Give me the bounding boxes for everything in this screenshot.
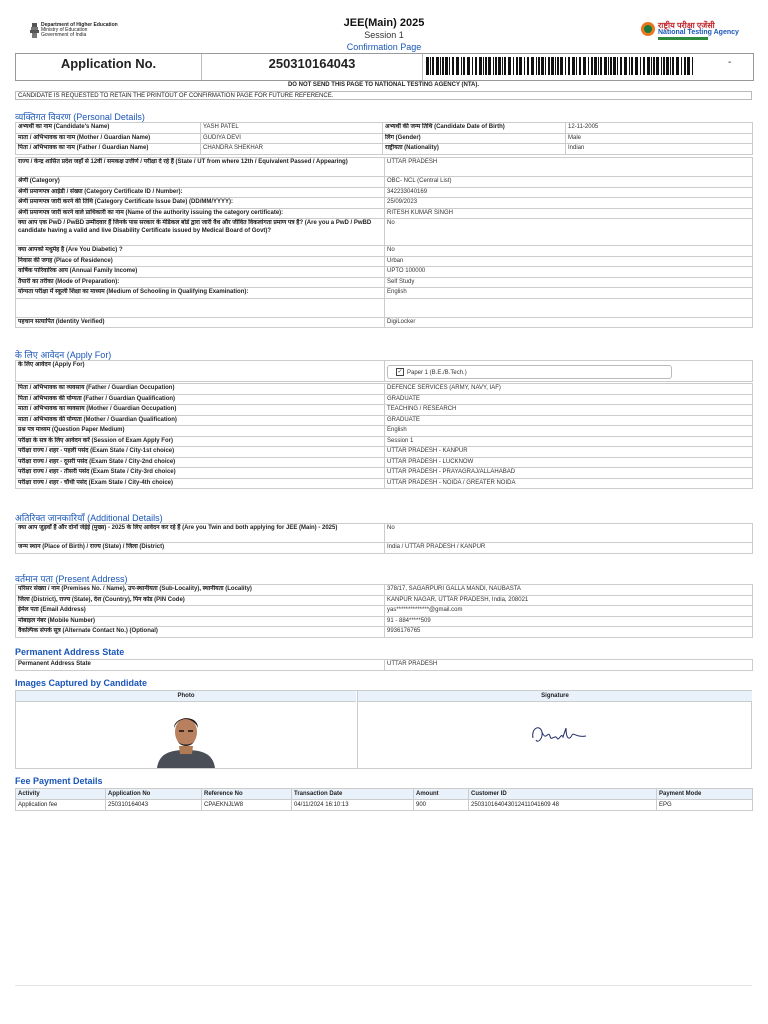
nta-hindi-name: राष्ट्रीय परीक्षा एजेंसी [658,21,715,30]
field-value: RITESH KUMAR SINGH [385,208,753,219]
field-label: जन्म स्थान (Place of Birth) / राज्य (State) / जिला (District) [16,543,385,554]
field-value: Indian [566,144,753,155]
field-value: KANPUR NAGAR, UTTAR PRADESH, India, 208021 [385,595,753,606]
field-label: अभ्यर्थी की जन्म तिथि (Candidate Date of Birth) [383,123,566,134]
fee-cell: 250310164043012411041609 48 [469,800,657,811]
field-label: राज्य / केन्द्र शासित प्रदेश जहाँ से 12वीं / समकक्ष उत्तीर्ण / परीक्षा दे रहे हैं (State / UT from where 12th / Equivalent Passed / Appearing) [16,158,385,177]
application-number-box [15,53,754,81]
photo-header: Photo [16,691,356,702]
field-value: UPTO 100000 [385,267,753,278]
table-row [16,585,753,596]
table-row [16,405,753,416]
table-row [16,133,753,144]
table-row [16,177,753,188]
table-row [16,447,753,458]
field-label: श्रेणी प्रमाणपत्र जारी करने वाले प्राधिकारी का नाम (Name of the authority issuing the category certificate): [16,208,385,219]
present-address-table [15,584,753,638]
fee-column-header: Customer ID [469,789,657,800]
field-label: परीक्षा के सत्र के लिए आवेदन करें (Session of Exam Apply For) [16,436,385,447]
application-dash: - [728,57,732,68]
field-value: yas**************@gmail.com [385,606,753,617]
field-value: GRADUATE [385,415,753,426]
field-value: CHANDRA SHEKHAR [201,144,383,155]
field-label: निवास की जगह (Place of Residence) [16,256,385,267]
table-row [16,800,753,811]
personal-details-table [15,157,753,328]
field-label: माता / अभिभावक का व्यवसाय (Mother / Guardian Occupation) [16,405,385,416]
fee-heading: Fee Payment Details [15,776,103,786]
fee-column-header: Payment Mode [657,789,753,800]
fee-cell: 250310164043 [106,800,202,811]
present-address-heading: वर्तमान पता (Present Address) [15,574,128,584]
checkbox-checked-icon[interactable]: ✓ [397,369,403,376]
table-row [16,616,753,627]
table-row [16,277,753,288]
nta-mark-icon [641,22,655,36]
personal-pairs-table [15,122,753,155]
field-value: Self Study [385,277,753,288]
field-value: 378/17, SAGARPURI GALLA MANDI, NAUBASTA [385,585,753,596]
field-value: 25/09/2023 [385,198,753,209]
table-row [16,524,753,543]
fee-cell: 900 [414,800,469,811]
candidate-signature [528,720,588,750]
field-value: DEFENCE SERVICES (ARMY, NAVY, IAF) [385,384,753,395]
field-label: क्या आप एक PwD / PwBD उम्मीदवार हैं जिनके पास सरकार के मेडिकल बोर्ड द्वारा जारी वैध और जीवित विकलांगता प्रमाण पत्र है? (Are you a PwD / PwBD candidate having a valid and live Disability Certificate issued by Medical Board of Govt)? [16,219,385,246]
fee-header-row [16,789,753,800]
table-row [16,468,753,479]
table-row [16,317,753,328]
table-row [16,267,753,278]
table-row [16,595,753,606]
field-label: श्रेणी (Category) [16,177,385,188]
field-value: No [385,246,753,257]
field-label: क्या आप जुड़वाँ हैं और दोनों जेईई (मुख्य) - 2025 के लिए आवेदन कर रहे हैं (Are you Twin and both applying for JEE (Main) - 2025) [16,524,385,543]
page-header [270,17,498,54]
field-label: अभ्यर्थी का नाम (Candidate's Name) [16,123,201,134]
table-row [16,256,753,267]
fee-cell: EPG [657,800,753,811]
table-row [16,144,753,155]
field-value: 9936176765 [385,627,753,638]
table-row [16,288,753,299]
fee-column-header: Transaction Date [292,789,414,800]
field-value: YASH PATEL [201,123,383,134]
table-row [16,123,753,134]
signature-cell [357,702,752,768]
field-label: पिता / अभिभावक की योग्यता (Father / Guardian Qualification) [16,394,385,405]
field-value: DigiLocker [385,317,753,328]
nta-logo [641,20,751,40]
field-label: परीक्षा राज्य / शहर - दूसरी पसंद (Exam State / City-2nd choice) [16,457,385,468]
nta-tag-bar [658,37,708,40]
field-label: वार्षिक पारिवारिक आय (Annual Family Income) [16,267,385,278]
table-row [16,246,753,257]
table-row [16,606,753,617]
application-number: 250310164043 [202,54,423,80]
field-value: India / UTTAR PRADESH / KANPUR [385,543,753,554]
table-row [16,187,753,198]
fee-column-header: Reference No [202,789,292,800]
field-label [16,298,385,317]
field-value: GUDIYA DEVI [201,133,383,144]
table-row [16,660,753,671]
exam-title: JEE(Main) 2025 [343,17,425,29]
fee-table [15,788,753,811]
photo-cell [16,702,356,768]
field-label: राष्ट्रीयता (Nationality) [383,144,566,155]
field-value: No [385,219,753,246]
permanent-address-table [15,659,753,671]
field-label: प्रश्न पत्र माध्यम (Question Paper Medium) [16,426,385,437]
field-value [385,298,753,317]
field-value: 91 - 884*****509 [385,616,753,627]
field-label: ईमेल पता (Email Address) [16,606,385,617]
field-label: जिला (District), राज्य (State), देश (Country), पिन कोड (PIN Code) [16,595,385,606]
field-value: 12-11-2005 [566,123,753,134]
signature-header: Signature [357,691,752,702]
field-label: परिसर संख्या / नाम (Premises No. / Name), उप-स्थानीयता (Sub-Locality), स्थानीयता (Locality) [16,585,385,596]
dept-line-2: Ministry of Education [41,27,88,33]
ministry-logo [30,22,140,42]
field-value: UTTAR PRADESH - KANPUR [385,447,753,458]
table-row [16,478,753,489]
permanent-address-heading: Permanent Address State [15,647,125,657]
field-label: पहचान सत्यापित (Identity Verified) [16,317,385,328]
table-row [16,361,753,382]
application-label: Application No. [16,54,202,80]
table-row [16,457,753,468]
apply-for-value [385,361,753,382]
field-label: लिंग (Gender) [383,133,566,144]
fee-cell: 04/11/2024 16:10:13 [292,800,414,811]
table-row [16,219,753,246]
images-table [15,690,752,769]
parent-exam-table [15,383,753,489]
fee-column-header: Application No [106,789,202,800]
table-row [16,208,753,219]
field-value: TEACHING / RESEARCH [385,405,753,416]
table-row [16,298,753,317]
dept-line-3: Government of India [41,32,87,38]
confirmation-title: Confirmation Page [346,42,422,52]
table-row [16,394,753,405]
field-label: परीक्षा राज्य / शहर - तीसरी पसंद (Exam State / City-3rd choice) [16,468,385,479]
table-row [16,384,753,395]
do-not-send-notice: DO NOT SEND THIS PAGE TO NATIONAL TESTING AGENCY (NTA). [287,82,480,88]
field-value: Session 1 [385,436,753,447]
field-label: पिता / अभिभावक का नाम (Father / Guardian Name) [16,144,201,155]
table-row [16,436,753,447]
table-row [16,426,753,437]
field-label: वैकल्पिक संपर्क सूत्र (Alternate Contact No.) (Optional) [16,627,385,638]
field-value: UTTAR PRADESH [385,158,753,177]
field-label: मोबाइल नंबर (Mobile Number) [16,616,385,627]
table-row [16,158,753,177]
field-value: English [385,426,753,437]
session-label: Session 1 [364,30,404,40]
field-value: 342233040169 [385,187,753,198]
table-row [16,198,753,209]
table-row [16,415,753,426]
images-heading: Images Captured by Candidate [15,678,148,688]
fee-column-header: Amount [414,789,469,800]
additional-details-heading: अतिरिक्त जानकारियाँ (Additional Details) [15,513,163,523]
permanent-address-value: UTTAR PRADESH [385,660,753,671]
barcode-icon [426,57,696,75]
retain-notice: CANDIDATE IS REQUESTED TO RETAIN THE PRINTOUT OF CONFIRMATION PAGE FOR FUTURE REFERENCE. [15,91,752,100]
field-label: श्रेणी प्रमाणपत्र जारी करने की तिथि (Category Certificate Issue Date) (DD/MM/YYYY): [16,198,385,209]
table-row [16,543,753,554]
field-label: योग्यता परीक्षा में स्कूली शिक्षा का माध्यम (Medium of Schooling in Qualifying Examination): [16,288,385,299]
permanent-address-label: Permanent Address State [16,660,385,671]
apply-for-heading: के लिए आवेदन (Apply For) [15,350,112,360]
paper-option [387,365,672,379]
emblem-icon [30,23,39,38]
candidate-photo [153,710,219,768]
field-label: माता / अभिभावक की योग्यता (Mother / Guardian Qualification) [16,415,385,426]
field-value: Male [566,133,753,144]
apply-for-table [15,360,753,382]
footer-divider [15,985,752,986]
fee-cell: CPAEKNJLW8 [202,800,292,811]
paper-option-label: Paper 1 (B.E./B.Tech.) [407,370,467,376]
fee-column-header: Activity [16,789,106,800]
dept-line-1: Department of Higher Education [41,22,118,28]
field-value: Urban [385,256,753,267]
fee-cell: Application fee [16,800,106,811]
apply-for-label: के लिए आवेदन (Apply For) [16,361,385,382]
table-row [16,627,753,638]
field-value: UTTAR PRADESH - LUCKNOW [385,457,753,468]
personal-details-heading: व्यक्तिगत विवरण (Personal Details) [15,112,145,122]
field-label: तैयारी का तरीका (Mode of Preparation): [16,277,385,288]
field-label: माता / अभिभावक का नाम (Mother / Guardian Name) [16,133,201,144]
field-value: UTTAR PRADESH - PRAYAGRAJ/ALLAHABAD [385,468,753,479]
field-label: पिता / अभिभावक का व्यवसाय (Father / Guardian Occupation) [16,384,385,395]
field-value: OBC- NCL (Central List) [385,177,753,188]
field-value: GRADUATE [385,394,753,405]
field-value: No [385,524,753,543]
field-label: श्रेणी प्रमाणपत्र आईडी / संख्या (Category Certificate ID / Number): [16,187,385,198]
field-label: परीक्षा राज्य / शहर - चौथी पसंद (Exam State / City-4th choice) [16,478,385,489]
field-value: UTTAR PRADESH - NOIDA / GREATER NOIDA [385,478,753,489]
field-value: English [385,288,753,299]
additional-details-table [15,523,753,554]
field-label: परीक्षा राज्य / शहर - पहली पसंद (Exam State / City-1st choice) [16,447,385,458]
nta-english-name: National Testing Agency [658,29,739,36]
field-label: क्या आपको मधुमेह है (Are You Diabetic) ? [16,246,385,257]
